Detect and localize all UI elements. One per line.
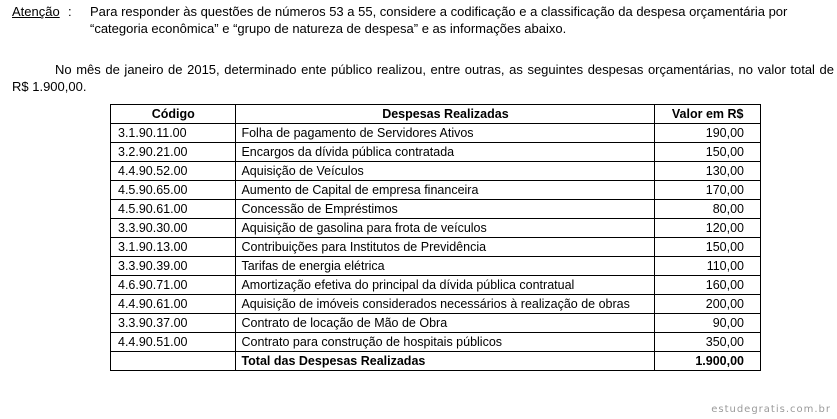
row-code: 4.5.90.61.00	[111, 200, 236, 219]
row-value: 110,00	[655, 257, 761, 276]
table-row	[111, 276, 761, 295]
table-row	[111, 333, 761, 352]
table-row	[111, 162, 761, 181]
header-code: Código	[111, 105, 236, 124]
row-code: 3.2.90.21.00	[111, 143, 236, 162]
total-value: 1.900,00	[655, 352, 761, 371]
row-value: 90,00	[655, 314, 761, 333]
row-description: Aquisição de imóveis considerados necessários à realização de obras	[236, 295, 655, 314]
row-code: 3.3.90.37.00	[111, 314, 236, 333]
total-label: Total das Despesas Realizadas	[236, 352, 655, 371]
row-description: Amortização efetiva do principal da dívida pública contratual	[236, 276, 655, 295]
header-value: Valor em R$	[655, 105, 761, 124]
table-row	[111, 295, 761, 314]
total-code-cell	[111, 352, 236, 371]
row-value: 150,00	[655, 238, 761, 257]
row-description: Tarifas de energia elétrica	[236, 257, 655, 276]
table-row	[111, 143, 761, 162]
row-value: 170,00	[655, 181, 761, 200]
expenses-table	[110, 104, 761, 371]
row-description: Contrato de locação de Mão de Obra	[236, 314, 655, 333]
row-code: 4.4.90.61.00	[111, 295, 236, 314]
row-code: 3.3.90.39.00	[111, 257, 236, 276]
row-description: Aumento de Capital de empresa financeira	[236, 181, 655, 200]
table-row	[111, 238, 761, 257]
intro-paragraph	[12, 61, 834, 95]
table-header-row	[111, 105, 761, 124]
row-description: Aquisição de Veículos	[236, 162, 655, 181]
table-row	[111, 257, 761, 276]
row-code: 4.4.90.52.00	[111, 162, 236, 181]
table-row	[111, 200, 761, 219]
attention-label: Atenção	[12, 4, 60, 19]
table-total-row	[111, 352, 761, 371]
row-value: 190,00	[655, 124, 761, 143]
row-value: 200,00	[655, 295, 761, 314]
row-value: 150,00	[655, 143, 761, 162]
row-code: 3.3.90.30.00	[111, 219, 236, 238]
row-description: Aquisição de gasolina para frota de veículos	[236, 219, 655, 238]
attention-text: Para responder às questões de números 53 a 55, considere a codificação e a classificação da despesa orçamentária por “categoria econômica” e “grupo de natureza de despesa” e as informações abaixo.	[90, 4, 788, 36]
attention-colon: :	[68, 4, 72, 19]
intro-text: No mês de janeiro de 2015, determinado ente público realizou, entre outras, as seguintes despesas orçamentárias, no valor total de R$ 1.900,00.	[12, 62, 834, 94]
row-code: 3.1.90.11.00	[111, 124, 236, 143]
table-row	[111, 219, 761, 238]
row-value: 130,00	[655, 162, 761, 181]
row-value: 160,00	[655, 276, 761, 295]
row-description: Contrato para construção de hospitais públicos	[236, 333, 655, 352]
row-description: Folha de pagamento de Servidores Ativos	[236, 124, 655, 143]
table-row	[111, 124, 761, 143]
row-code: 4.5.90.65.00	[111, 181, 236, 200]
row-description: Contribuições para Institutos de Previdência	[236, 238, 655, 257]
watermark: estudegratis.com.br	[711, 404, 831, 415]
row-value: 120,00	[655, 219, 761, 238]
row-value: 350,00	[655, 333, 761, 352]
row-code: 4.6.90.71.00	[111, 276, 236, 295]
table-row	[111, 181, 761, 200]
row-description: Concessão de Empréstimos	[236, 200, 655, 219]
row-value: 80,00	[655, 200, 761, 219]
row-code: 3.1.90.13.00	[111, 238, 236, 257]
row-code: 4.4.90.51.00	[111, 333, 236, 352]
row-description: Encargos da dívida pública contratada	[236, 143, 655, 162]
table-row	[111, 314, 761, 333]
header-description: Despesas Realizadas	[236, 105, 655, 124]
